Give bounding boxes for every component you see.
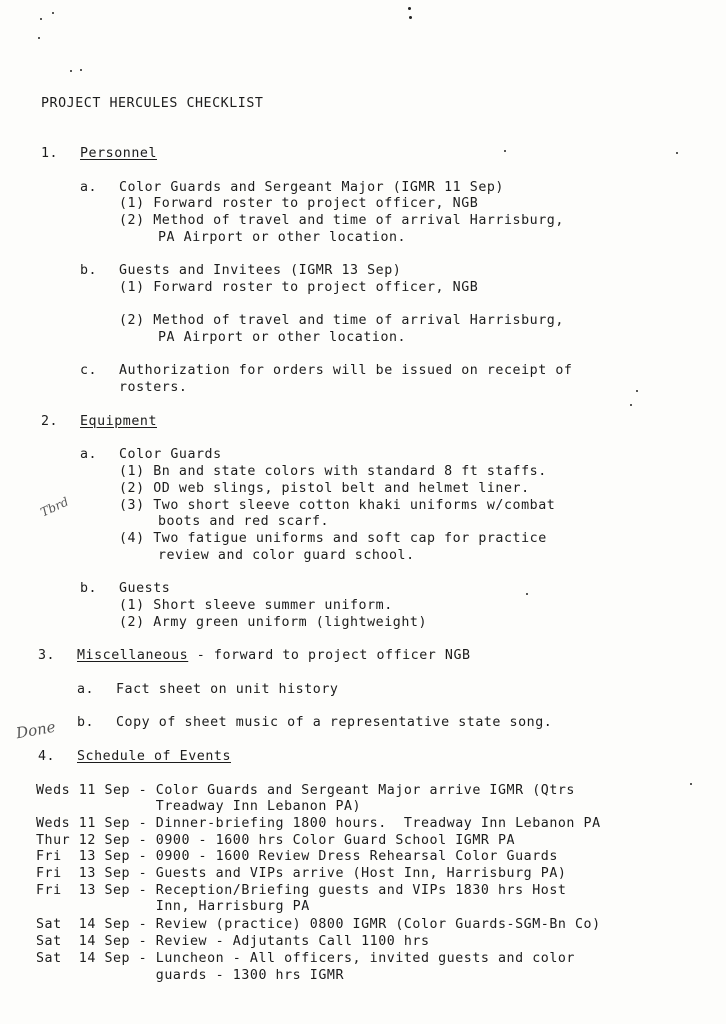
section-number: 2. xyxy=(41,414,59,429)
page-title: PROJECT HERCULES CHECKLIST xyxy=(41,96,264,111)
item-letter: c. xyxy=(80,363,98,378)
sub-item: (2) Method of travel and time of arrival Harrisburg, xyxy=(119,213,564,228)
scan-speck xyxy=(40,18,42,20)
section-heading-miscellaneous xyxy=(77,648,471,664)
section-heading-schedule: Schedule of Events xyxy=(77,749,231,764)
section-heading-equipment: Equipment xyxy=(80,414,157,429)
schedule-row: Treadway Inn Lebanon PA) xyxy=(36,799,362,814)
misc-heading-tail: - forward to project officer NGB xyxy=(188,648,471,663)
sub-item-cont: PA Airport or other location. xyxy=(158,230,407,245)
item-text: Authorization for orders will be issued on receipt of xyxy=(119,363,573,378)
sub-item: (2) Army green uniform (lightweight) xyxy=(119,615,427,630)
sub-item: (4) Two fatigue uniforms and soft cap for practice xyxy=(119,531,547,546)
scan-speck xyxy=(676,152,678,154)
item-letter: a. xyxy=(80,180,98,195)
item-text: Guests xyxy=(119,581,171,596)
item-letter: b. xyxy=(80,581,98,596)
handwritten-note: Done xyxy=(14,717,57,743)
sub-item: (2) Method of travel and time of arrival Harrisburg, xyxy=(119,313,564,328)
section-heading-personnel: Personnel xyxy=(80,146,157,161)
schedule-row: Weds 11 Sep - Dinner-briefing 1800 hours. Treadway Inn Lebanon PA xyxy=(36,816,601,831)
sub-item-cont: boots and red scarf. xyxy=(158,514,330,529)
scan-speck xyxy=(636,390,638,392)
scan-speck xyxy=(408,7,411,10)
item-text: Fact sheet on unit history xyxy=(116,682,339,697)
handwritten-note: Tbrd xyxy=(38,494,71,520)
item-letter: a. xyxy=(77,682,95,697)
schedule-row: Inn, Harrisburg PA xyxy=(36,899,310,914)
scan-speck xyxy=(526,593,528,595)
sub-item: (1) Short sleeve summer uniform. xyxy=(119,598,393,613)
sub-item: (1) Forward roster to project officer, NGB xyxy=(119,196,479,211)
schedule-row: Thur 12 Sep - 0900 - 1600 hrs Color Guard School IGMR PA xyxy=(36,833,516,848)
item-text-cont: rosters. xyxy=(119,380,188,395)
schedule-row: Sat 14 Sep - Review (practice) 0800 IGMR (Color Guards-SGM-Bn Co) xyxy=(36,917,601,932)
schedule-row: Fri 13 Sep - 0900 - 1600 Review Dress Rehearsal Color Guards xyxy=(36,849,558,864)
schedule-row: Weds 11 Sep - Color Guards and Sergeant Major arrive IGMR (Qtrs xyxy=(36,783,575,798)
item-text: Guests and Invitees (IGMR 13 Sep) xyxy=(119,263,402,278)
misc-heading-text: Miscellaneous xyxy=(77,648,189,663)
section-number: 1. xyxy=(41,146,59,161)
scan-speck xyxy=(409,16,412,19)
item-letter: b. xyxy=(80,263,98,278)
sub-item: (3) Two short sleeve cotton khaki uniforms w/combat xyxy=(119,498,556,513)
scan-speck xyxy=(690,783,692,785)
schedule-row: Fri 13 Sep - Guests and VIPs arrive (Host Inn, Harrisburg PA) xyxy=(36,866,567,881)
schedule-row: Sat 14 Sep - Review - Adjutants Call 1100 hrs xyxy=(36,934,430,949)
sub-item-cont: review and color guard school. xyxy=(158,548,415,563)
scan-speck xyxy=(504,150,506,152)
scan-speck xyxy=(630,404,632,406)
item-text: Color Guards xyxy=(119,447,222,462)
scan-speck xyxy=(70,70,72,72)
item-text: Color Guards and Sergeant Major (IGMR 11 Sep) xyxy=(119,180,504,195)
scan-speck xyxy=(80,69,82,71)
section-number: 4. xyxy=(38,749,56,764)
section-number: 3. xyxy=(38,648,56,663)
item-text: Copy of sheet music of a representative state song. xyxy=(116,715,553,730)
schedule-row: Sat 14 Sep - Luncheon - All officers, invited guests and color xyxy=(36,951,575,966)
schedule-row: guards - 1300 hrs IGMR xyxy=(36,968,344,983)
sub-item: (1) Bn and state colors with standard 8 ft staffs. xyxy=(119,464,547,479)
schedule-row: Fri 13 Sep - Reception/Briefing guests and VIPs 1830 hrs Host xyxy=(36,883,567,898)
sub-item: (1) Forward roster to project officer, NGB xyxy=(119,280,479,295)
sub-item-cont: PA Airport or other location. xyxy=(158,330,407,345)
item-letter: a. xyxy=(80,447,98,462)
scan-speck xyxy=(38,37,40,39)
sub-item: (2) OD web slings, pistol belt and helmet liner. xyxy=(119,481,530,496)
scan-speck xyxy=(52,12,54,14)
item-letter: b. xyxy=(77,715,95,730)
